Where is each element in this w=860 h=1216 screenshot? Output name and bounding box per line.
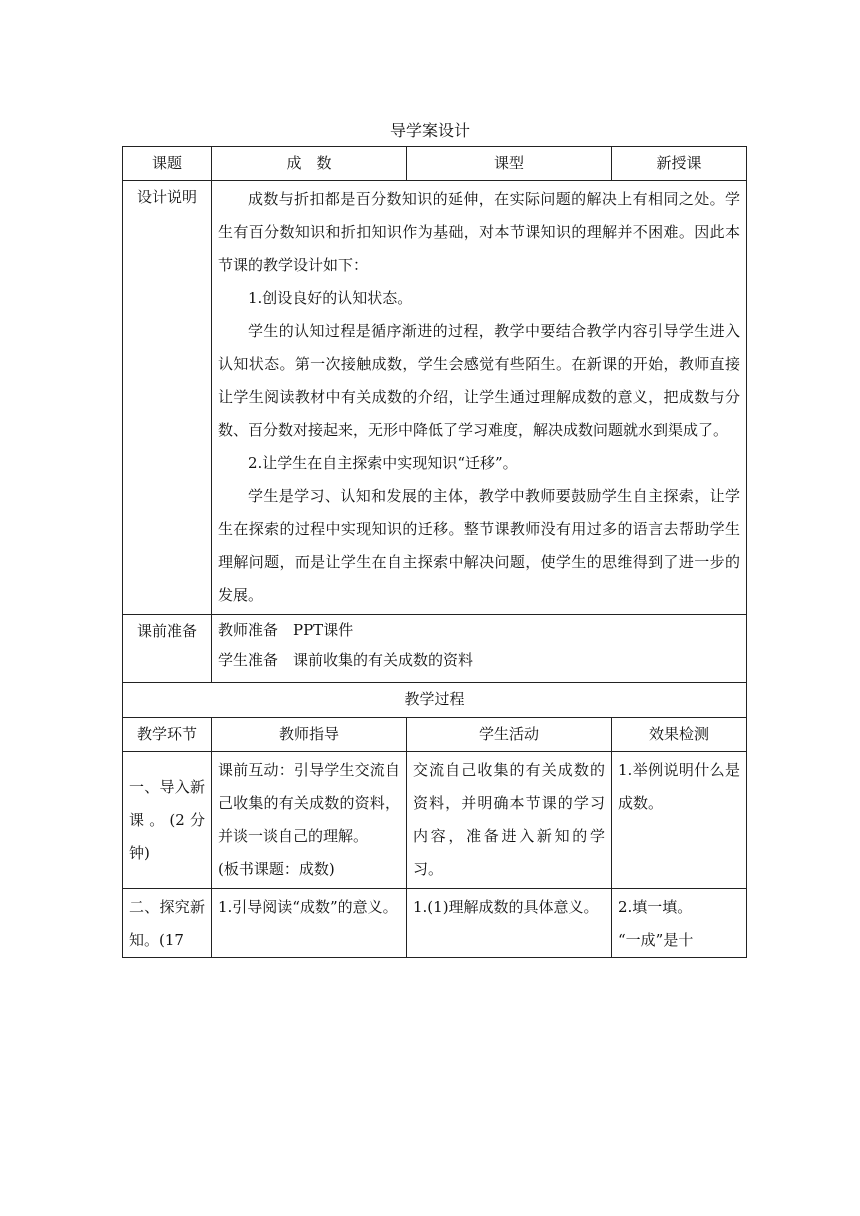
process-title-row (123, 683, 747, 718)
check-line: 2.填一填。 (618, 898, 693, 916)
process-header-row (123, 718, 747, 752)
design-paragraph: 2.让学生在自主探索中实现知识“迁移”。 (248, 454, 518, 472)
process-title: 教学过程 (123, 683, 747, 718)
design-label: 设计说明 (123, 181, 212, 615)
design-row (123, 181, 747, 615)
col-check-header: 效果检测 (612, 718, 747, 752)
prep-content (212, 615, 747, 683)
prep-row (123, 615, 747, 683)
check-cell: 1.举例说明什么是成数。 (612, 752, 747, 889)
stage-cell: 二、探究新知。(17 (123, 889, 212, 958)
design-content (212, 181, 747, 615)
check-cell (612, 889, 747, 958)
design-paragraph: 学生的认知过程是循序渐进的过程，教学中要结合教学内容引导学生进入认知状态。第一次接触成数，学生会感觉有些陌生。在新课的开始，教师直接让学生阅读教材中有关成数的介绍，让学生通过理解成数的意义，把成数与分数、百分数对接起来，无形中降低了学习难度，解决成数问题就水到渠成了。 (218, 322, 740, 439)
teacher-cell (212, 889, 407, 958)
stage-cell: 一、导入新课。(2分钟) (123, 752, 212, 889)
document-title: 导学案设计 (389, 121, 470, 140)
prep-label: 课前准备 (123, 615, 212, 683)
design-paragraph: 学生是学习、认知和发展的主体，教学中教师要鼓励学生自主探索，让学生在探索的过程中实现知识的迁移。整节课教师没有用过多的语言去帮助学生理解问题，而是让学生在自主探索中解决问题，使学生的思维得到了进一步的发展。 (218, 487, 740, 604)
topic-label: 课题 (123, 147, 212, 181)
type-value: 新授课 (612, 147, 747, 181)
student-cell: 1.(1)理解成数的具体意义。 (407, 889, 612, 958)
student-prep: 学生准备 课前收集的有关成数的资料 (218, 651, 474, 669)
teacher-line: 课前互动：引导学生交流自己收集的有关成数的资料，并谈一谈自己的理解。 (218, 761, 400, 845)
teacher-line: 1.引导阅读“成数”的意义。 (218, 898, 398, 916)
process-row (123, 752, 747, 889)
teacher-prep: 教师准备 PPT课件 (218, 621, 354, 639)
col-student-header: 学生活动 (407, 718, 612, 752)
teacher-line: (板书课题：成数) (218, 860, 335, 878)
student-cell: 交流自己收集的有关成数的资料，并明确本节课的学习内容，准备进入新知的学习。 (407, 752, 612, 889)
process-row (123, 889, 747, 958)
col-teacher-header: 教师指导 (212, 718, 407, 752)
design-paragraph: 成数与折扣都是百分数知识的延伸，在实际问题的解决上有相同之处。学生有百分数知识和折扣知识作为基础，对本节课知识的理解并不困难。因此本节课的教学设计如下： (218, 190, 740, 274)
type-label: 课型 (407, 147, 612, 181)
check-line: “一成”是十 (618, 931, 694, 949)
lesson-plan-table (122, 146, 747, 958)
teacher-cell (212, 752, 407, 889)
topic-value: 成 数 (212, 147, 407, 181)
header-row (123, 147, 747, 181)
col-stage-header: 教学环节 (123, 718, 212, 752)
design-paragraph: 1.创设良好的认知状态。 (248, 289, 413, 307)
